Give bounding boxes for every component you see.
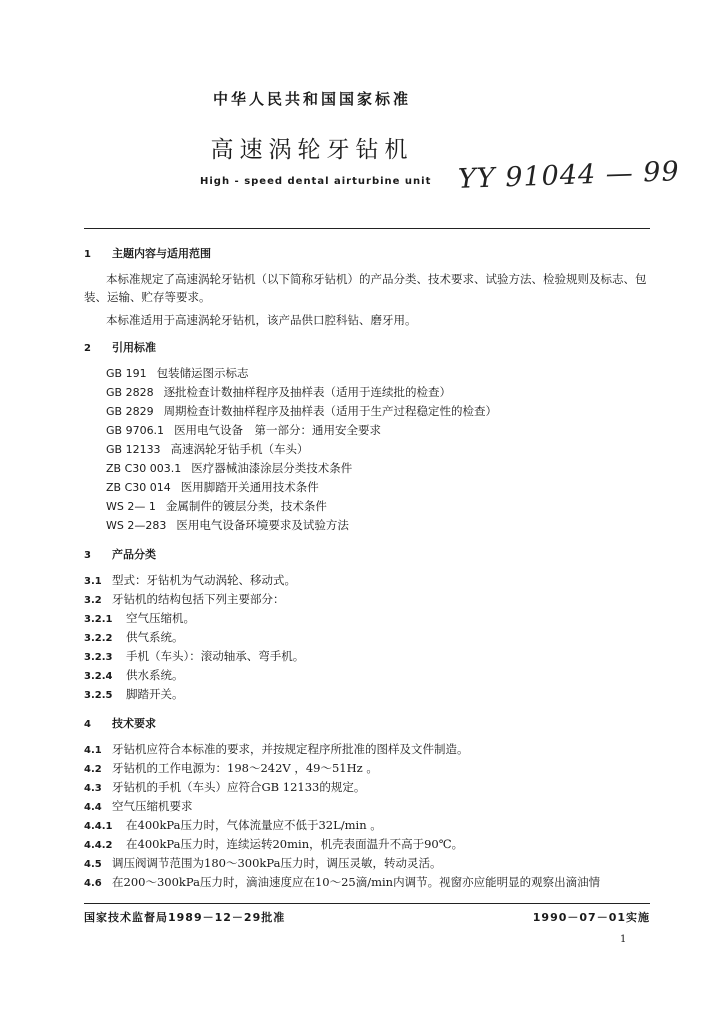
reference-code: GB 12133: [106, 443, 161, 456]
section-title: 技术要求: [112, 717, 156, 730]
clause-item: [84, 854, 441, 874]
reference-code: GB 9706.1: [106, 424, 165, 437]
handwritten-standard-number: YY 91044 — 99: [457, 156, 681, 195]
section-1-paragraph-2: 本标准适用于高速涡轮牙钻机，该产品供口腔科钻、磨牙用。: [106, 313, 417, 327]
reference-code: ZB C30 003.1: [106, 462, 182, 475]
section-number: 4: [84, 719, 91, 730]
clause-item: [84, 685, 184, 705]
clause-text: 供水系统。: [126, 668, 184, 682]
clause-number: 4.4.2: [84, 840, 113, 851]
clause-number: 3.2: [84, 595, 102, 606]
reference-item: [106, 383, 451, 402]
reference-title: 周期检查计数抽样程序及抽样表（适用于生产过程稳定性的检查）: [163, 404, 498, 418]
section-1-paragraph-1: 本标准规定了高速涡轮牙钻机（以下简称牙钻机）的产品分类、技术要求、试验方法、检验规则及标志、包装、运输、贮存等要求。: [84, 272, 647, 304]
clause-text: 牙钻机的工作电源为：198～242V ，49～51Hz 。: [112, 761, 378, 775]
footer-divider: [84, 903, 650, 904]
clause-text: 型式：牙钻机为气动涡轮、移动式。: [112, 573, 296, 587]
clause-text: 牙钻机应符合本标准的要求，并按规定程序所批准的图样及文件制造。: [112, 742, 469, 756]
section-title: 主题内容与适用范围: [112, 247, 211, 260]
clause-number: 4.5: [84, 859, 102, 870]
reference-title: 金属制件的镀层分类，技术条件: [165, 499, 327, 513]
clause-item: [84, 740, 469, 760]
clause-number: 4.4.1: [84, 821, 113, 832]
clause-text: 供气系统。: [126, 630, 184, 644]
header-divider: [84, 228, 650, 229]
section-2-heading: [84, 338, 156, 358]
clause-number: 4.3: [84, 783, 102, 794]
reference-item: [106, 478, 319, 497]
clause-text: 在200～300kPa压力时，滴油速度应在10～25滴/min内调节。视窗亦应能明显的观察出滴油情: [112, 875, 601, 889]
section-4-heading: [84, 714, 156, 734]
section-number: 3: [84, 550, 91, 561]
clause-item: [84, 816, 382, 836]
page-number: 1: [620, 934, 627, 945]
reference-code: GB 191: [106, 367, 147, 380]
implementation-date: 1990－07－01实施: [532, 911, 650, 924]
clause-item: [84, 666, 184, 686]
reference-code: GB 2829: [106, 405, 154, 418]
clause-number: 4.6: [84, 878, 102, 889]
reference-code: GB 2828: [106, 386, 154, 399]
clause-number: 4.4: [84, 802, 102, 813]
section-3-heading: [84, 545, 156, 565]
clause-item: [84, 835, 463, 855]
section-number: 2: [84, 343, 91, 354]
clause-text: 空气压缩机。: [126, 611, 195, 625]
clause-number: 4.1: [84, 745, 102, 756]
section-title: 产品分类: [112, 548, 156, 561]
reference-title: 医用电气设备 第一部分：通用安全要求: [174, 423, 382, 437]
reference-title: 医疗器械油漆涂层分类技术条件: [191, 461, 353, 475]
reference-title: 高速涡轮牙钻手机（车头）: [170, 442, 309, 456]
clause-text: 脚踏开关。: [126, 687, 184, 701]
clause-text: 空气压缩机要求: [112, 799, 193, 813]
clause-item: [84, 797, 193, 817]
clause-number: 4.2: [84, 764, 102, 775]
reference-code: WS 2— 1: [106, 500, 156, 513]
document-title: 高速涡轮牙钻机: [210, 137, 414, 163]
reference-title: 包装储运图示标志: [156, 366, 249, 380]
reference-item: [106, 421, 381, 440]
english-title: High - speed dental airturbine unit: [200, 176, 432, 187]
reference-item: [106, 497, 327, 516]
clause-number: 3.2.1: [84, 614, 113, 625]
section-title: 引用标准: [112, 341, 156, 354]
clause-number: 3.1: [84, 576, 102, 587]
reference-item: [106, 459, 352, 478]
reference-item: [106, 440, 309, 459]
reference-item: [106, 516, 349, 535]
clause-text: 牙钻机的手机（车头）应符合GB 12133的规定。: [112, 780, 366, 794]
clause-text: 在400kPa压力时，气体流量应不低于32L/min 。: [126, 818, 382, 832]
clause-text: 在400kPa压力时，连续运转20min，机壳表面温升不高于90℃。: [126, 837, 464, 851]
clause-item: [84, 609, 195, 629]
clause-item: [84, 571, 296, 591]
approval-date: 国家技术监督局1989－12－29批准: [84, 911, 286, 924]
clause-text: 手机（车头）：滚动轴承、弯手机。: [126, 649, 305, 663]
clause-text: 牙钻机的结构包括下列主要部分：: [112, 592, 285, 606]
reference-title: 医用脚踏开关通用技术条件: [180, 480, 319, 494]
clause-item: [84, 873, 600, 893]
clause-item: [84, 759, 378, 779]
clause-number: 3.2.4: [84, 671, 113, 682]
clause-item: [84, 590, 285, 610]
clause-number: 3.2.2: [84, 633, 113, 644]
reference-code: ZB C30 014: [106, 481, 171, 494]
section-1-heading: [84, 244, 211, 264]
clause-item: [84, 647, 304, 667]
clause-text: 调压阀调节范围为180～300kPa压力时，调压灵敏，转动灵活。: [112, 856, 442, 870]
reference-title: 逐批检查计数抽样程序及抽样表（适用于连续批的检查）: [163, 385, 452, 399]
reference-item: [106, 364, 249, 383]
reference-title: 医用电气设备环境要求及试验方法: [176, 518, 349, 532]
section-number: 1: [84, 249, 91, 260]
reference-item: [106, 402, 497, 421]
clause-number: 3.2.5: [84, 690, 113, 701]
country-standard-heading: 中华人民共和国国家标准: [212, 90, 411, 108]
clause-item: [84, 628, 184, 648]
clause-item: [84, 778, 365, 798]
reference-code: WS 2—283: [106, 519, 167, 532]
clause-number: 3.2.3: [84, 652, 113, 663]
